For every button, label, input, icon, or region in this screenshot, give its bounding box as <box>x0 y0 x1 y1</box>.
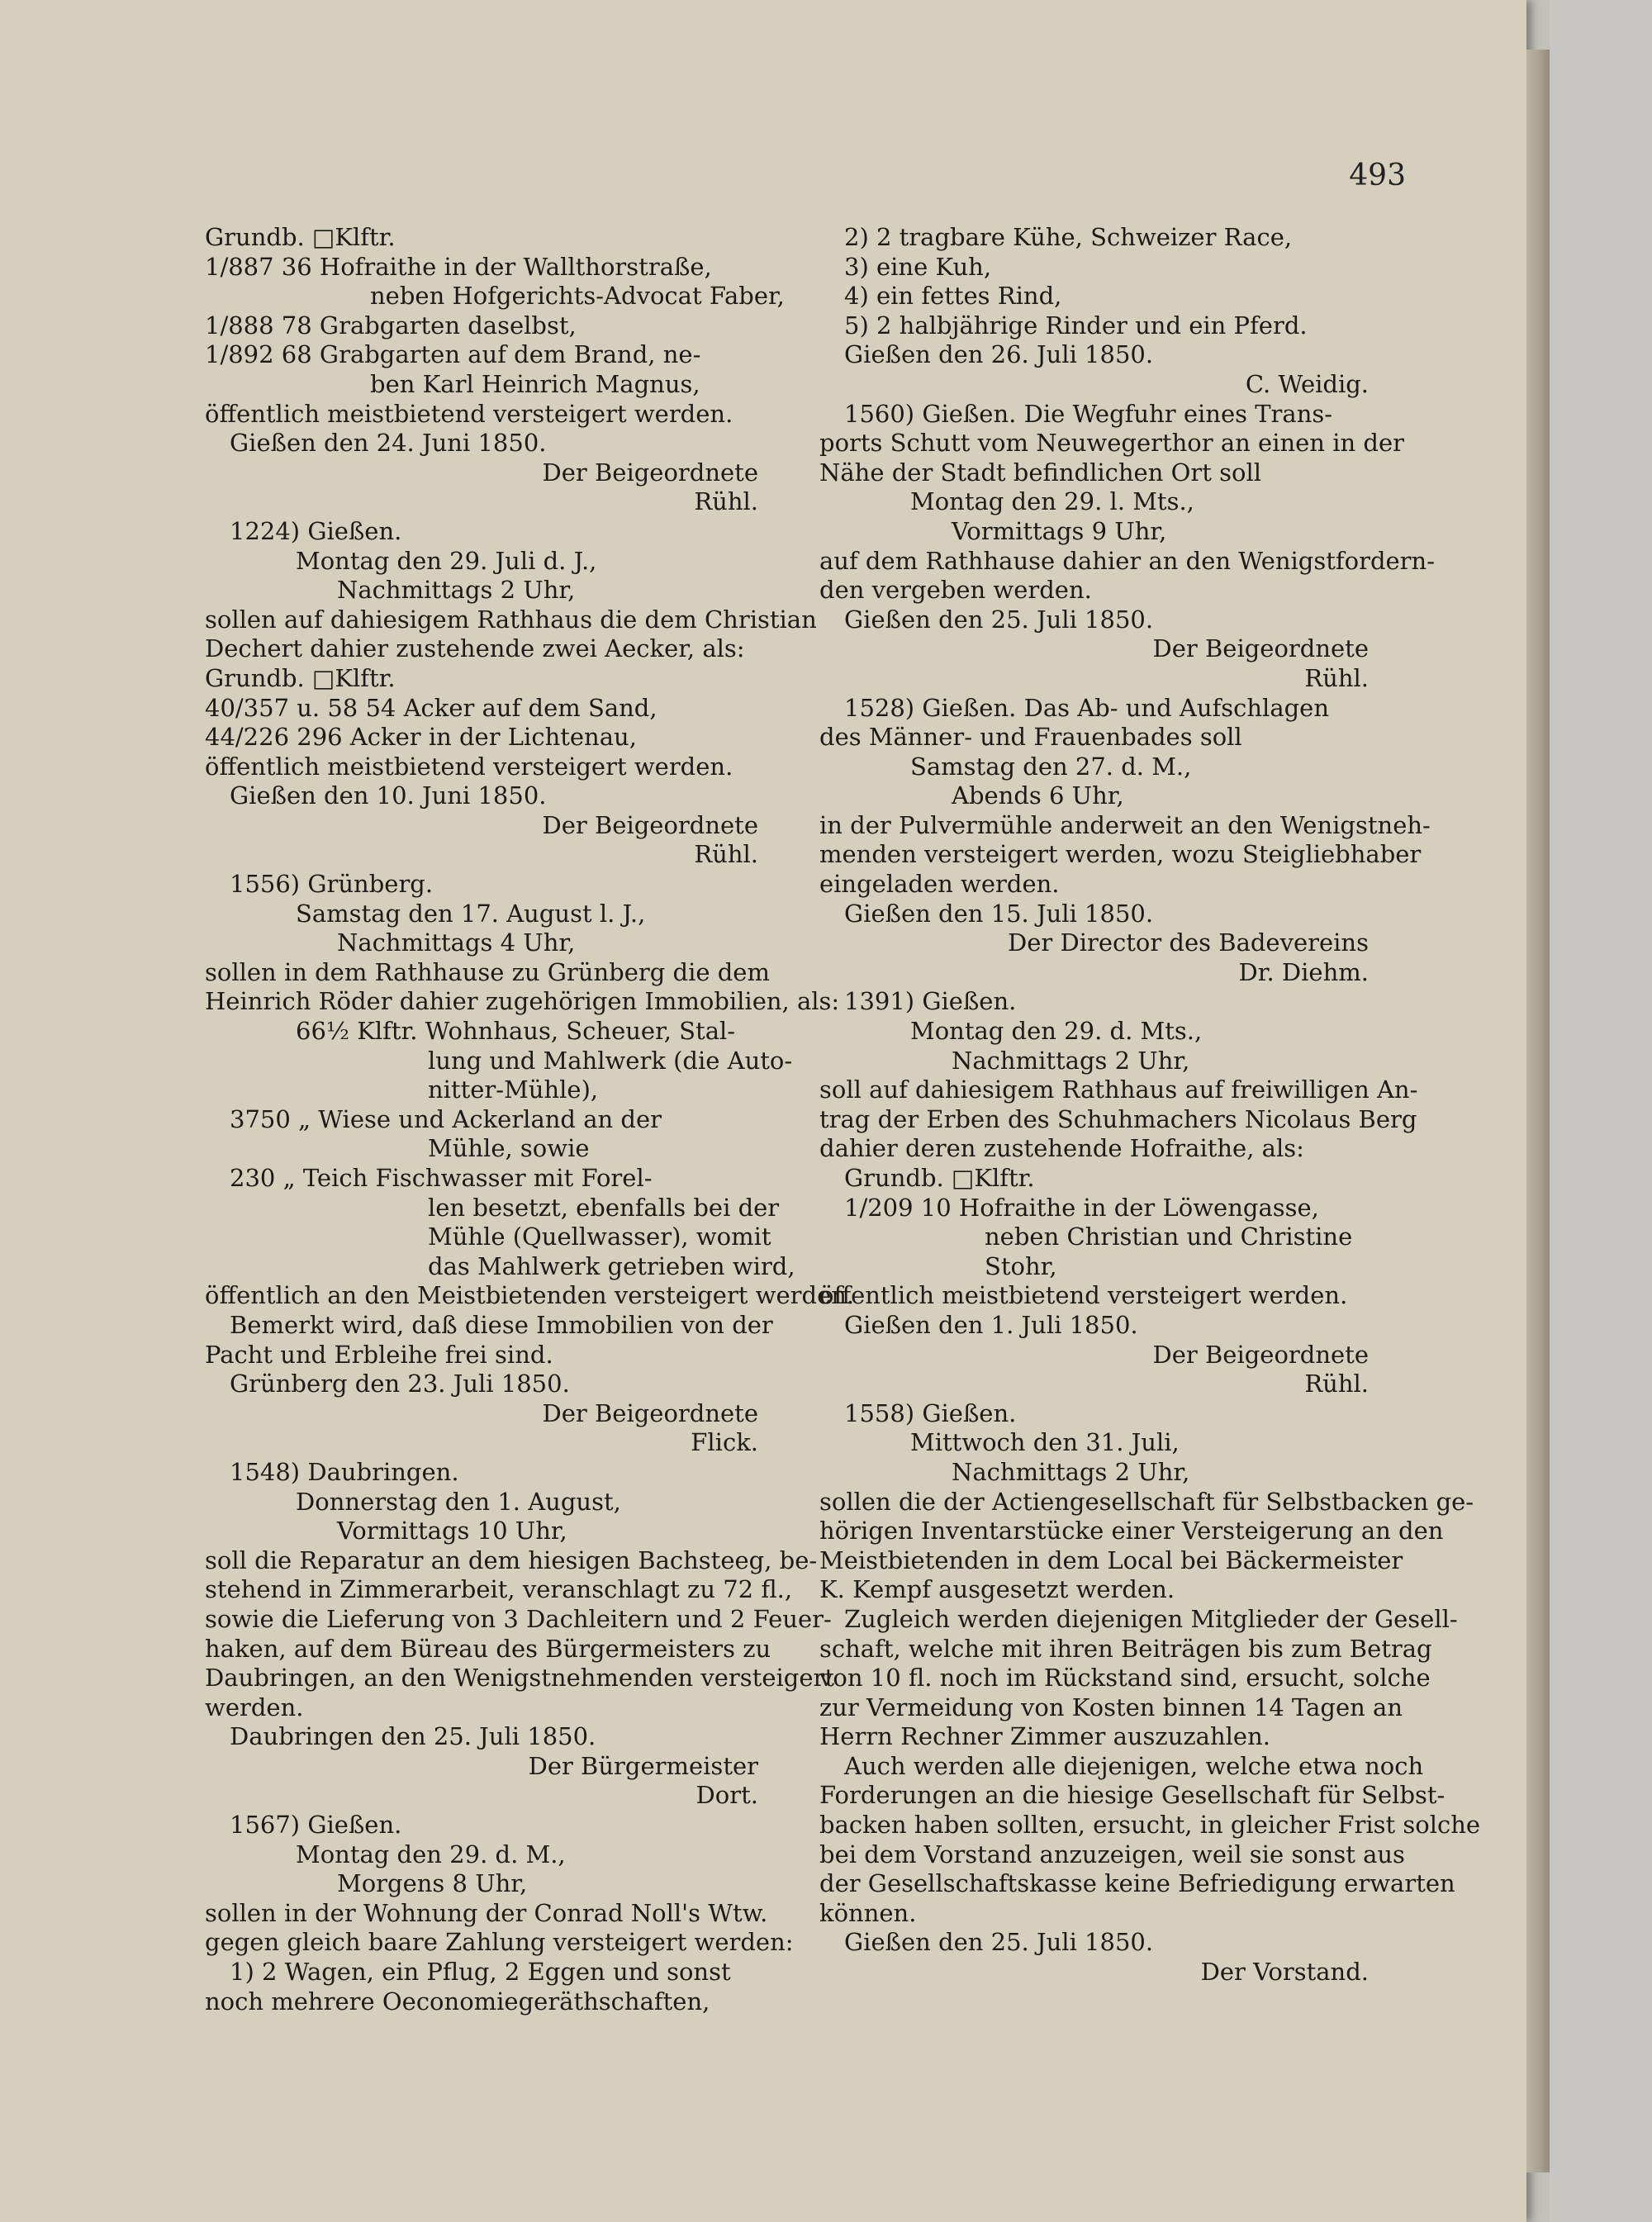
right-column <box>819 223 1481 1987</box>
text-line: Der Vorstand. <box>1200 1958 1369 1987</box>
text-line: Nähe der Stadt befindlichen Ort soll <box>819 458 1262 487</box>
text-line: K. Kempf ausgesetzt werden. <box>819 1575 1175 1604</box>
text-line: Forderungen an die hiesige Gesellschaft für Selbst- <box>819 1781 1446 1810</box>
text-line: Gießen den 15. Juli 1850. <box>844 899 1154 928</box>
text-line: Mühle (Quellwasser), womit <box>428 1223 771 1251</box>
text-line: öffentlich an den Meistbietenden versteigert werden. <box>205 1281 855 1310</box>
text-line: Nachmittags 4 Uhr, <box>337 928 576 957</box>
text-line: sollen in der Wohnung der Conrad Noll's Wtw. <box>205 1898 768 1927</box>
text-line: len besetzt, ebenfalls bei der <box>428 1193 780 1222</box>
text-line: schaft, welche mit ihren Beiträgen bis zum Betrag <box>819 1634 1432 1663</box>
text-line: backen haben sollten, ersucht, in gleicher Frist solche <box>819 1811 1481 1840</box>
text-line: Grünberg den 23. Juli 1850. <box>230 1370 570 1398</box>
text-line: sollen auf dahiesigem Rathhaus die dem Christian <box>205 605 817 634</box>
text-line: gegen gleich baare Zahlung versteigert werden: <box>205 1928 794 1957</box>
text-line: 5) 2 halbjährige Rinder und ein Pferd. <box>844 311 1308 339</box>
text-line: Gießen den 26. Juli 1850. <box>844 340 1154 369</box>
text-line: sowie die Lieferung von 3 Dachleitern und 2 Feuer- <box>205 1604 832 1633</box>
text-line: Nachmittags 2 Uhr, <box>952 1457 1190 1486</box>
text-line: 1) 2 Wagen, ein Pflug, 2 Eggen und sonst <box>230 1958 731 1987</box>
text-line: 4) ein fettes Rind, <box>844 282 1062 311</box>
text-line: Flick. <box>691 1428 758 1457</box>
text-line: lung und Mahlwerk (die Auto- <box>428 1046 793 1075</box>
text-line: Nachmittags 2 Uhr, <box>952 1046 1190 1075</box>
text-line: Gießen den 25. Juli 1850. <box>844 1928 1154 1957</box>
text-line: menden versteigert werden, wozu Steigliebhaber <box>819 840 1422 869</box>
text-line: hörigen Inventarstücke einer Versteigerung an den <box>819 1517 1444 1545</box>
text-line: werden. <box>205 1693 304 1721</box>
text-line: Der Beigeordnete <box>542 1398 758 1427</box>
text-line: soll auf dahiesigem Rathhaus auf freiwilligen An- <box>819 1075 1418 1104</box>
text-line: Dort. <box>695 1781 758 1810</box>
text-line: C. Weidig. <box>1245 369 1369 398</box>
text-line: 66½ Klftr. Wohnhaus, Scheuer, Stal- <box>296 1017 736 1046</box>
text-line: Dr. Diehm. <box>1238 957 1369 986</box>
text-line: Gießen den 1. Juli 1850. <box>844 1310 1138 1339</box>
text-line: 2) 2 tragbare Kühe, Schweizer Race, <box>844 223 1293 251</box>
text-line: 44/226 296 Acker in der Lichtenau, <box>205 723 637 752</box>
text-line: Donnerstag den 1. August, <box>296 1487 621 1516</box>
text-line: Morgens 8 Uhr, <box>337 1869 528 1898</box>
text-line: in der Pulvermühle anderweit an den Wenigstneh- <box>819 810 1431 839</box>
text-line: 230 „ Teich Fischwasser mit Forel- <box>230 1164 653 1192</box>
text-line: Rühl. <box>694 840 758 869</box>
text-line: 1560) Gießen. Die Wegfuhr eines Trans- <box>844 399 1333 428</box>
text-line: Bemerkt wird, daß diese Immobilien von der <box>230 1310 773 1339</box>
text-line: trag der Erben des Schuhmachers Nicolaus Berg <box>819 1104 1417 1133</box>
text-line: zur Vermeidung von Kosten binnen 14 Tagen an <box>819 1693 1403 1721</box>
text-line: Dechert dahier zustehende zwei Aecker, als: <box>205 634 745 663</box>
text-line: Mühle, sowie <box>428 1134 590 1163</box>
text-line: 1558) Gießen. <box>844 1398 1017 1427</box>
text-line: Gießen den 10. Juni 1850. <box>230 781 547 810</box>
page-edge <box>1526 50 1550 2172</box>
text-line: Vormittags 9 Uhr, <box>952 516 1167 545</box>
text-line: Heinrich Röder dahier zugehörigen Immobilien, als: <box>205 987 840 1016</box>
text-line: Abends 6 Uhr, <box>952 781 1124 810</box>
text-line: Montag den 29. d. Mts., <box>910 1017 1203 1046</box>
text-line: neben Hofgerichts-Advocat Faber, <box>370 282 785 311</box>
text-line: des Männer- und Frauenbades soll <box>819 723 1242 752</box>
text-line: Meistbietenden in dem Local bei Bäckermeister <box>819 1545 1403 1574</box>
text-line: bei dem Vorstand anzuzeigen, weil sie sonst aus <box>819 1840 1405 1868</box>
text-line: öffentlich meistbietend versteigert werden. <box>205 752 733 781</box>
text-line: Pacht und Erbleihe frei sind. <box>205 1340 553 1369</box>
text-line: auf dem Rathhause dahier an den Wenigstfordern- <box>819 546 1436 575</box>
text-line: Grundb. □Klftr. <box>205 223 396 251</box>
text-line: Der Beigeordnete <box>542 810 758 839</box>
text-line: Daubringen, an den Wenigstnehmenden versteigert <box>205 1664 835 1693</box>
text-line: Nachmittags 2 Uhr, <box>337 576 576 605</box>
text-line: neben Christian und Christine <box>985 1223 1353 1251</box>
text-line: ben Karl Heinrich Magnus, <box>370 369 700 398</box>
text-line: Herrn Rechner Zimmer auszuzahlen. <box>819 1722 1270 1751</box>
text-line: 1391) Gießen. <box>844 987 1017 1016</box>
text-line: sollen in dem Rathhause zu Grünberg die dem <box>205 957 770 986</box>
text-line: öffentlich meistbietend versteigert werden. <box>819 1281 1348 1310</box>
text-line: Montag den 29. l. Mts., <box>910 487 1194 516</box>
text-line: Gießen den 25. Juli 1850. <box>844 605 1154 634</box>
text-line: Rühl. <box>694 487 758 516</box>
text-line: 1548) Daubringen. <box>230 1457 459 1486</box>
text-line: das Mahlwerk getrieben wird, <box>428 1251 795 1280</box>
text-line: Grundb. □Klftr. <box>844 1164 1035 1192</box>
text-line: öffentlich meistbietend versteigert werden. <box>205 399 733 428</box>
text-line: 1528) Gießen. Das Ab- und Aufschlagen <box>844 693 1330 722</box>
text-line: können. <box>819 1898 917 1927</box>
text-line: soll die Reparatur an dem hiesigen Bachsteeg, be- <box>205 1545 818 1574</box>
text-line: 1556) Grünberg. <box>230 870 434 899</box>
text-line: Montag den 29. Juli d. J., <box>296 546 597 575</box>
text-line: 1567) Gießen. <box>230 1811 402 1840</box>
scan-margin <box>1550 0 1652 2222</box>
text-line: Mittwoch den 31. Juli, <box>910 1428 1180 1457</box>
page-number: 493 <box>1349 159 1406 192</box>
text-line: dahier deren zustehende Hofraithe, als: <box>819 1134 1304 1163</box>
text-line: 1/888 78 Grabgarten daselbst, <box>205 311 577 339</box>
text-line: ports Schutt vom Neuwegerthor an einen in der <box>819 429 1404 458</box>
left-column <box>205 223 855 2016</box>
text-line: Rühl. <box>1304 663 1369 692</box>
text-line: nitter-Mühle), <box>428 1075 599 1104</box>
text-line: Gießen den 24. Juni 1850. <box>230 429 547 458</box>
text-line: Rühl. <box>1304 1370 1369 1398</box>
text-line: Daubringen den 25. Juli 1850. <box>230 1722 596 1751</box>
text-line: 1/892 68 Grabgarten auf dem Brand, ne- <box>205 340 701 369</box>
text-line: Der Beigeordnete <box>542 458 758 487</box>
text-line: 1/209 10 Hofraithe in der Löwengasse, <box>844 1193 1319 1222</box>
text-line: Der Bürgermeister <box>528 1751 758 1780</box>
text-line: 40/357 u. 58 54 Acker auf dem Sand, <box>205 693 657 722</box>
text-line: 3) eine Kuh, <box>844 252 992 281</box>
text-line: Der Beigeordnete <box>1152 1340 1369 1369</box>
text-line: stehend in Zimmerarbeit, veranschlagt zu 72 fl., <box>205 1575 793 1604</box>
text-line: den vergeben werden. <box>819 576 1092 605</box>
text-line: Der Director des Badevereins <box>1007 928 1369 957</box>
text-line: Der Beigeordnete <box>1152 634 1369 663</box>
text-line: eingeladen werden. <box>819 870 1060 899</box>
text-line: Vormittags 10 Uhr, <box>337 1517 567 1545</box>
text-line: der Gesellschaftskasse keine Befriedigung erwarten <box>819 1869 1455 1898</box>
text-line: noch mehrere Oeconomiegeräthschaften, <box>205 1987 710 2015</box>
text-line: 3750 „ Wiese und Ackerland an der <box>230 1104 662 1133</box>
text-line: Stohr, <box>985 1251 1057 1280</box>
text-line: Samstag den 27. d. M., <box>910 752 1192 781</box>
text-line: Grundb. □Klftr. <box>205 663 396 692</box>
text-line: haken, auf dem Büreau des Bürgermeisters zu <box>205 1634 771 1663</box>
text-line: sollen die der Actiengesellschaft für Selbstbacken ge- <box>819 1487 1474 1516</box>
text-line: 1/887 36 Hofraithe in der Wallthorstraße, <box>205 252 712 281</box>
text-line: Samstag den 17. August l. J., <box>296 899 646 928</box>
text-line: Zugleich werden diejenigen Mitglieder der Gesell- <box>844 1604 1458 1633</box>
text-line: Montag den 29. d. M., <box>296 1840 566 1868</box>
text-line: von 10 fl. noch im Rückstand sind, ersucht, solche <box>819 1664 1431 1693</box>
text-line: Auch werden alle diejenigen, welche etwa noch <box>844 1751 1424 1780</box>
text-line: 1224) Gießen. <box>230 516 402 545</box>
